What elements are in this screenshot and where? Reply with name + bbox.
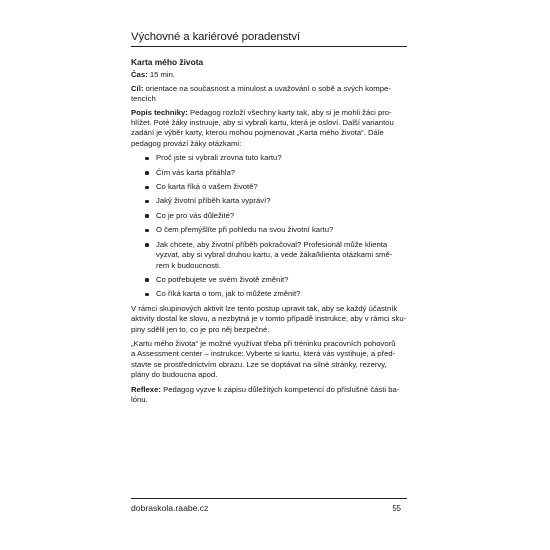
footer-website: dobraskola.raabe.cz xyxy=(131,503,209,513)
reflection-row xyxy=(131,385,407,406)
reflection-label: Reflexe: xyxy=(131,384,161,394)
question-text: O čem přemýšlíte při pohledu na svou životní kartu? xyxy=(156,225,334,235)
question-item xyxy=(145,168,407,178)
goal-text-1: orientace na současnost a minulost a uvažování o sobě a svých kompe- xyxy=(145,83,391,93)
page-content xyxy=(131,57,407,405)
header-title: Výchovné a kariérové poradenství xyxy=(131,31,301,43)
time-row xyxy=(131,70,407,80)
question-item xyxy=(145,196,407,206)
technique-row xyxy=(131,108,407,150)
paragraph-line: piny sdělil jen to, co je pro něj bezpečné. xyxy=(131,324,270,334)
question-text: Co je pro vás důležité? xyxy=(156,210,235,220)
question-text: rem k budoucnosti. xyxy=(156,260,221,270)
paragraph-line: aktivity dostal ke slovu, a nezbytná je v tomto případě instrukce, aby v rámci sku- xyxy=(131,314,407,324)
question-text: Co karta říká o vašem životě? xyxy=(156,182,258,192)
paragraph-line: V rámci skupinových aktivit lze tento postup upravit tak, aby se každý účastník xyxy=(131,303,398,313)
technique-text-4: pedagog provází žáky otázkami: xyxy=(131,138,242,148)
paragraph-line: a Assessment center – instrukce: Vyberte si kartu, která vás vystihuje, a před- xyxy=(131,349,396,359)
question-text: Proč jste si vybrali zrovna tuto kartu? xyxy=(156,153,282,163)
question-text: Jak chcete, aby životní příběh pokračoval? Profesionál může klienta xyxy=(156,239,388,249)
question-item xyxy=(145,182,407,192)
question-text: Co potřebujete ve svém životě změnit? xyxy=(156,274,289,284)
question-text: Jaký životní příběh karta vypráví? xyxy=(156,196,271,206)
reflection-text-2: lónu. xyxy=(131,394,148,404)
time-value: 15 min. xyxy=(149,70,176,80)
goal-row xyxy=(131,84,407,105)
time-label: Čas: xyxy=(131,70,148,80)
goal-text-2: tencích xyxy=(131,94,156,104)
goal-label: Cíl: xyxy=(131,83,144,93)
question-list xyxy=(131,153,407,299)
technique-text-2: hlížet. Poté žáky instruuje, aby si vybrali kartu, která je osloví. Další variantou xyxy=(131,118,394,128)
question-item xyxy=(145,275,407,285)
question-item xyxy=(145,153,407,163)
technique-text-3: zadání je výběr karty, kterou mohou pojmenovat „Karta mého života“. Dále xyxy=(131,128,384,138)
page-header xyxy=(131,30,407,47)
book-page xyxy=(131,30,407,522)
question-text: Čím vás karta přitáhla? xyxy=(156,167,236,177)
technique-label: Popis techniky: xyxy=(131,107,188,117)
question-item xyxy=(145,289,407,299)
paragraph-line: „Kartu mého života“ je možné využívat třeba při tréninku pracovních pohovorů xyxy=(131,338,396,348)
group-activity-paragraph xyxy=(131,304,407,335)
page-number: 55 xyxy=(392,504,401,513)
question-item xyxy=(145,240,407,271)
section-title: Karta mého života xyxy=(131,57,204,67)
question-item xyxy=(145,225,407,235)
usage-paragraph xyxy=(131,339,407,381)
paragraph-line: plány do budoucna apod. xyxy=(131,370,218,380)
question-text: vyzvat, aby si vybral druhou kartu, a vede žáka/klienta otázkami smě- xyxy=(156,250,393,260)
page-footer xyxy=(131,498,407,514)
reflection-text-1: Pedagog vyzve k zápisu důležitých kompetencí do příslušné části ba- xyxy=(163,384,400,394)
question-text: Co říká karta o tom, jak to můžete změnit? xyxy=(156,289,301,299)
technique-text-1: Pedagog rozloží všechny karty tak, aby si je mohli žáci pro- xyxy=(189,107,392,117)
question-item xyxy=(145,211,407,221)
paragraph-line: stavte se prostřednictvím obrazu. Lze se doptávat na silné stránky, rezervy, xyxy=(131,359,387,369)
